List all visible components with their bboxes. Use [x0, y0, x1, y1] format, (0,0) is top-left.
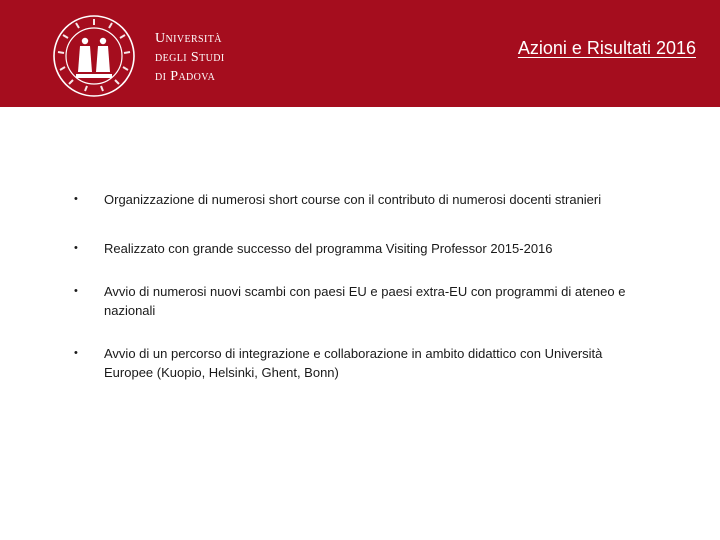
university-name-line-1: Università [155, 31, 222, 46]
bullet-marker: • [74, 193, 78, 205]
list-item-text: Realizzato con grande successo del programma Visiting Professor 2015-2016 [104, 241, 553, 256]
list-item-text: Avvio di numerosi nuovi scambi con paesi EU e paesi extra-EU con programmi di ateneo e nazionali [104, 284, 626, 318]
slide-title: Azioni e Risultati 2016 [517, 38, 696, 58]
university-name-line-2: degli Studi [155, 50, 225, 65]
university-name [155, 29, 225, 86]
list-item-text: Avvio di un percorso di integrazione e collaborazione in ambito didattico con Università Europee (Kuopio, Helsinki, Ghent, Bonn) [104, 346, 603, 380]
header-bar [0, 0, 720, 107]
list-item [74, 282, 654, 320]
university-name-line-3: di Padova [155, 69, 216, 84]
list-item [74, 190, 654, 209]
list-item [74, 344, 654, 382]
list-item [74, 239, 654, 258]
bullet-marker: • [74, 285, 78, 297]
university-seal-icon [52, 14, 136, 98]
list-item-text: Organizzazione di numerosi short course con il contributo di numerosi docenti stranieri [104, 192, 602, 207]
bullet-marker: • [74, 242, 78, 254]
bullet-list [74, 190, 654, 382]
bullet-marker: • [74, 347, 78, 359]
